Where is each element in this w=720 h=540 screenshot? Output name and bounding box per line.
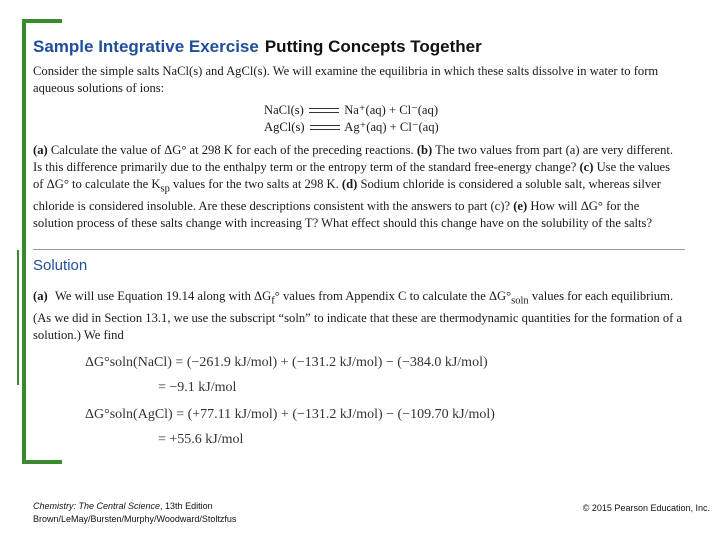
solution-text3: values for each equilibrium. (As we did in Section 13.1, we use the subscript “soln” to indicate that these are thermodynamic quantities for the formation of a solution.) We find (33, 289, 683, 342)
footer-citation (33, 500, 236, 526)
solution-paragraph (33, 288, 683, 344)
title-part2: Putting Concepts Together (264, 37, 482, 56)
part-a-label: (a) (33, 143, 48, 157)
ksp-subscript: sp (160, 183, 170, 195)
title-part1: Sample Integrative Exercise (33, 37, 259, 56)
part-b-text: The two values from part (a) are very different. Is this difference primarily due to the enthalpy term or the entropy term of the standard free-energy change? (33, 143, 674, 174)
equation-left: NaCl(s) (264, 103, 304, 117)
part-a-text: Calculate the value of ΔG° at 298 K for each of the preceding reactions. (47, 143, 417, 157)
calc-line-nacl: ΔG°soln(NaCl) = (−261.9 kJ/mol) + (−131.2 kJ/mol) − (−384.0 kJ/mol) (85, 355, 488, 370)
page-title (33, 37, 482, 57)
equation-nacl (264, 102, 438, 118)
equilibrium-arrow-icon (309, 106, 339, 116)
part-e-label: (e) (513, 198, 528, 213)
question-paragraph (33, 142, 683, 232)
part-c-text2: values for the two salts at 298 K. (169, 177, 342, 191)
equation-left: AgCl(s) (264, 120, 305, 134)
book-edition: , 13th Edition (160, 501, 213, 511)
frame-bracket-top (22, 19, 62, 23)
equation-agcl (264, 119, 439, 135)
solution-sub1: f (271, 295, 275, 307)
footer-copyright: © 2015 Pearson Education, Inc. (582, 503, 710, 513)
calc-line-agcl: ΔG°soln(AgCl) = (+77.11 kJ/mol) + (−131.2 kJ/mol) − (−109.70 kJ/mol) (85, 407, 495, 422)
section-divider (33, 249, 685, 250)
part-c-text: Use the values of ΔG° to calculate the K (33, 160, 671, 191)
equation-right: Na⁺(aq) + Cl⁻(aq) (344, 103, 439, 117)
calc-result-agcl: = +55.6 kJ/mol (158, 432, 244, 447)
solution-text1: We will use Equation 19.14 along with ΔG (55, 289, 272, 303)
part-d-text: Sodium chloride is considered a soluble salt, whereas silver chloride is considered insoluble. Are these descriptions consistent with the answers to part (c)? (33, 177, 661, 213)
part-c-label: (c) (579, 160, 594, 174)
part-b-label: (b) (416, 143, 433, 157)
part-d-label: (d) (341, 177, 358, 191)
book-title: Chemistry: The Central Science (33, 501, 161, 511)
frame-bracket-inner (17, 250, 19, 385)
solution-text2: ° values from Appendix C to calculate the ΔG° (274, 289, 512, 303)
book-authors: Brown/LeMay/Bursten/Murphy/Woodward/Stoltzfus (33, 514, 237, 524)
part-e-text: How will ΔG° for the solution process of these salts change with increasing T? What effect should this change have on the solubility of the salts? (33, 198, 653, 230)
intro-paragraph: Consider the simple salts NaCl(s) and AgCl(s). We will examine the equilibria in which these salts dissolve in water to form aqueous solutions of ions: (33, 64, 659, 95)
solution-heading: Solution (33, 257, 88, 274)
calc-result-nacl: = −9.1 kJ/mol (158, 380, 237, 395)
equilibrium-arrow-icon (310, 123, 340, 133)
solution-part-a-label: (a) (33, 289, 48, 303)
equation-right: Ag⁺(aq) + Cl⁻(aq) (344, 120, 439, 134)
solution-sub2: soln (511, 295, 529, 307)
frame-bracket-bottom (22, 460, 62, 464)
frame-bracket-left (22, 19, 26, 464)
